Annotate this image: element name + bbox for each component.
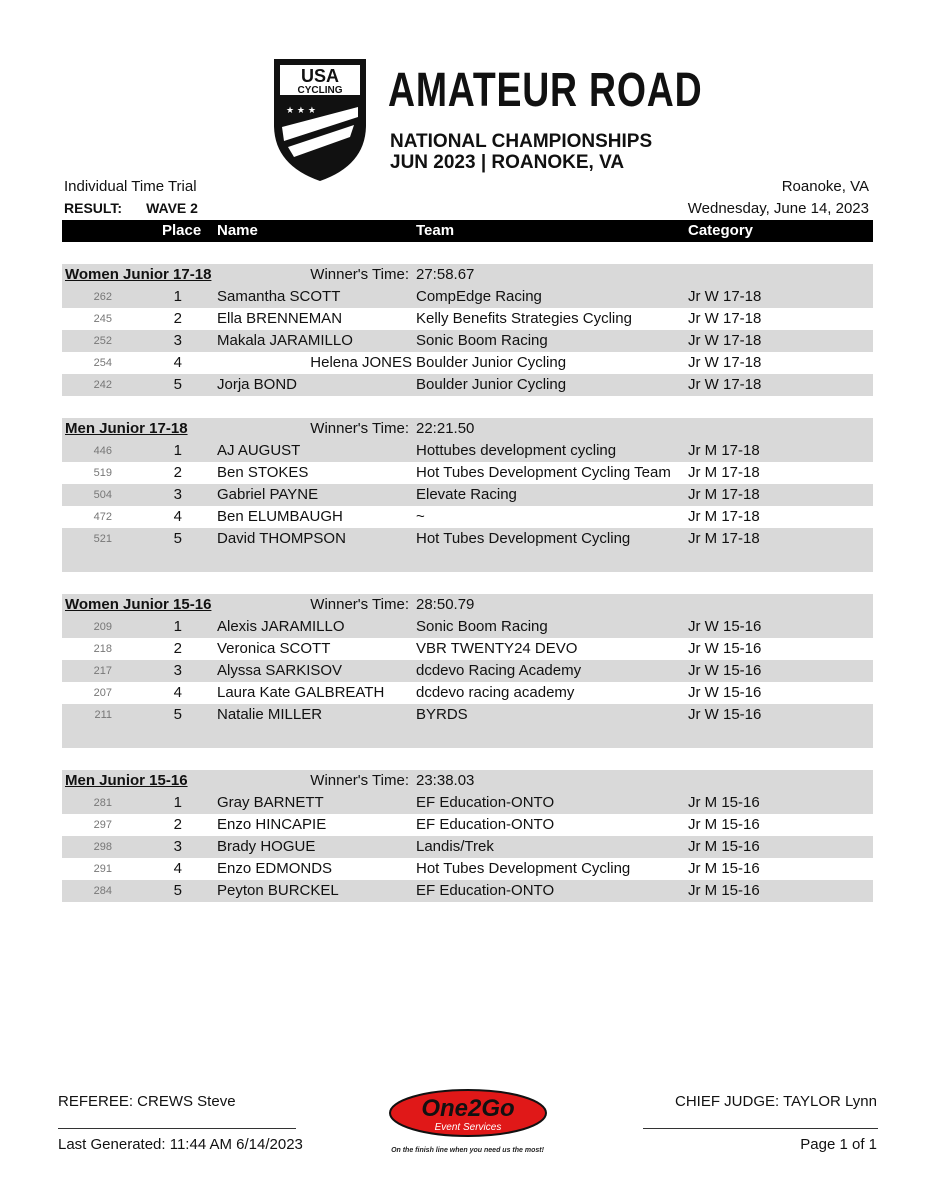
place: 4 <box>173 860 182 877</box>
table-row <box>62 638 873 660</box>
bib-number: 245 <box>93 313 112 325</box>
bib-number: 218 <box>93 643 112 655</box>
shield-text-usa: USA <box>300 66 340 86</box>
table-row <box>62 814 873 836</box>
winner-time-label: Winner's Time: <box>310 596 409 613</box>
sponsor-sub: Event Services <box>434 1122 502 1133</box>
place: 4 <box>173 684 182 701</box>
col-team-header: Team <box>416 222 455 239</box>
table-body <box>62 264 873 902</box>
spacer-row <box>62 242 873 264</box>
place: 4 <box>173 354 182 371</box>
col-category-header: Category <box>688 222 754 239</box>
bib-number: 446 <box>93 445 112 457</box>
bib-number: 291 <box>93 863 112 875</box>
place: 4 <box>173 508 182 525</box>
result-label: RESULT: <box>64 200 123 216</box>
bib-number: 298 <box>93 841 112 853</box>
rider-name: Enzo EDMONDS <box>217 860 333 877</box>
winner-time: 23:38.03 <box>416 772 475 789</box>
sponsor-name: One2Go <box>421 1095 515 1122</box>
team-name: Landis/Trek <box>416 838 494 855</box>
event-subtitle: NATIONAL CHAMPIONSHIPS <box>390 131 653 152</box>
place: 5 <box>173 882 182 899</box>
team-name: CompEdge Racing <box>416 288 542 305</box>
place: 3 <box>173 838 182 855</box>
place: 1 <box>173 288 182 305</box>
winner-time-label: Winner's Time: <box>310 772 409 789</box>
page-number: Page 1 of 1 <box>800 1136 877 1153</box>
category: Jr M 17-18 <box>688 508 760 525</box>
table-row <box>62 352 873 374</box>
usa-cycling-shield-icon <box>270 55 370 183</box>
team-name: dcdevo Racing Academy <box>416 662 582 679</box>
section-title: Women Junior 15-16 <box>65 596 212 613</box>
table-row <box>62 286 873 308</box>
category: Jr W 17-18 <box>688 288 762 305</box>
category: Jr M 17-18 <box>688 464 760 481</box>
team-name: Hot Tubes Development Cycling <box>416 860 631 877</box>
rider-name: Enzo HINCAPIE <box>217 816 327 833</box>
team-name: EF Education-ONTO <box>416 816 555 833</box>
result-wave <box>64 200 198 216</box>
place: 2 <box>173 310 182 327</box>
rider-name: Gabriel PAYNE <box>217 486 319 503</box>
bib-number: 521 <box>93 533 112 545</box>
bib-number: 472 <box>93 511 112 523</box>
rider-name: Makala JARAMILLO <box>217 332 353 349</box>
bib-number: 209 <box>93 621 112 633</box>
rider-name: Peyton BURCKEL <box>217 882 339 899</box>
rider-name: Gray BARNETT <box>217 794 324 811</box>
shaded-spacer-row <box>62 550 873 572</box>
team-name: EF Education-ONTO <box>416 882 555 899</box>
winner-time-label: Winner's Time: <box>310 420 409 437</box>
spacer-row <box>62 748 873 770</box>
category: Jr M 15-16 <box>688 838 760 855</box>
category: Jr M 17-18 <box>688 486 760 503</box>
table-row <box>62 616 873 638</box>
place: 2 <box>173 640 182 657</box>
section-title: Men Junior 15-16 <box>65 772 188 789</box>
bib-number: 211 <box>94 709 112 721</box>
rider-name: Ben ELUMBAUGH <box>217 508 343 525</box>
place: 1 <box>173 442 182 459</box>
section-header-row <box>62 770 873 792</box>
team-name: Hot Tubes Development Cycling Team <box>416 464 671 481</box>
team-name: BYRDS <box>416 706 468 723</box>
category: Jr W 17-18 <box>688 310 762 327</box>
section-header-row <box>62 594 873 616</box>
table-row <box>62 506 873 528</box>
place: 5 <box>173 530 182 547</box>
category: Jr W 17-18 <box>688 332 762 349</box>
rider-name: Alyssa SARKISOV <box>217 662 343 679</box>
category: Jr W 15-16 <box>688 684 762 701</box>
section-header-row <box>62 418 873 440</box>
place: 1 <box>173 794 182 811</box>
shaded-spacer-row <box>62 726 873 748</box>
team-name: Sonic Boom Racing <box>416 618 548 635</box>
rider-name: David THOMPSON <box>217 530 346 547</box>
chief-judge: CHIEF JUDGE: TAYLOR Lynn <box>675 1093 877 1110</box>
bib-number: 254 <box>93 357 112 369</box>
winner-time-label: Winner's Time: <box>310 266 409 283</box>
category: Jr W 15-16 <box>688 662 762 679</box>
winner-time: 27:58.67 <box>416 266 475 283</box>
table-row <box>62 374 873 396</box>
table-row <box>62 440 873 462</box>
bib-number: 242 <box>93 379 112 391</box>
category: Jr W 17-18 <box>688 354 762 371</box>
table-row <box>62 880 873 902</box>
event-type: Individual Time Trial <box>64 178 197 195</box>
category: Jr M 15-16 <box>688 882 760 899</box>
table-row <box>62 704 873 726</box>
event-location: Roanoke, VA <box>781 178 869 195</box>
bib-number: 284 <box>93 885 112 897</box>
category: Jr W 15-16 <box>688 706 762 723</box>
bib-number: 207 <box>93 687 112 699</box>
rider-name: Jorja BOND <box>217 376 298 393</box>
bib-number: 252 <box>93 335 112 347</box>
spacer-row <box>62 572 873 594</box>
bib-number: 217 <box>93 665 112 677</box>
team-name: Hottubes development cycling <box>416 442 617 459</box>
bib-number: 297 <box>93 819 112 831</box>
bib-number: 519 <box>93 467 112 479</box>
table-row <box>62 462 873 484</box>
bib-number: 504 <box>93 489 112 501</box>
wave-label: WAVE 2 <box>146 200 198 216</box>
table-row <box>62 308 873 330</box>
team-name: dcdevo racing academy <box>416 684 575 701</box>
category: Jr M 15-16 <box>688 860 760 877</box>
table-row <box>62 792 873 814</box>
place: 3 <box>173 486 182 503</box>
event-logo <box>270 55 703 185</box>
table-row <box>62 484 873 506</box>
team-name: Sonic Boom Racing <box>416 332 548 349</box>
category: Jr M 17-18 <box>688 442 760 459</box>
place: 5 <box>173 706 182 723</box>
rider-name: AJ AUGUST <box>217 442 301 459</box>
rider-name: Laura Kate GALBREATH <box>217 684 385 701</box>
table-row <box>62 836 873 858</box>
team-name: Elevate Racing <box>416 486 517 503</box>
rider-name: Ella BRENNEMAN <box>217 310 343 327</box>
place: 3 <box>173 332 182 349</box>
rider-name: Veronica SCOTT <box>217 640 331 657</box>
table-header <box>62 220 873 242</box>
team-name: Boulder Junior Cycling <box>416 354 567 371</box>
team-name: Hot Tubes Development Cycling <box>416 530 631 547</box>
event-title: AMATEUR ROAD <box>388 64 703 117</box>
one2go-logo <box>388 1088 548 1138</box>
table-row <box>62 330 873 352</box>
place: 1 <box>173 618 182 635</box>
event-date-location: JUN 2023 | ROANOKE, VA <box>390 152 625 173</box>
section-title: Women Junior 17-18 <box>65 266 212 283</box>
team-name: Boulder Junior Cycling <box>416 376 567 393</box>
category: Jr W 17-18 <box>688 376 762 393</box>
winner-time: 22:21.50 <box>416 420 475 437</box>
category: Jr M 15-16 <box>688 816 760 833</box>
section-title: Men Junior 17-18 <box>65 420 188 437</box>
rider-name: Ben STOKES <box>217 464 309 481</box>
event-date: Wednesday, June 14, 2023 <box>687 200 869 217</box>
section-header-row <box>62 264 873 286</box>
bib-number: 262 <box>93 291 112 303</box>
team-name: VBR TWENTY24 DEVO <box>416 640 578 657</box>
team-name: Kelly Benefits Strategies Cycling <box>416 310 632 327</box>
category: Jr M 17-18 <box>688 530 760 547</box>
winner-time: 28:50.79 <box>416 596 475 613</box>
rider-name: Helena JONES <box>310 354 412 371</box>
team-name: ~ <box>416 508 425 525</box>
rider-name: Samantha SCOTT <box>217 288 341 305</box>
place: 2 <box>173 816 182 833</box>
results-table <box>62 220 873 902</box>
rider-name: Brady HOGUE <box>217 838 316 855</box>
team-name: EF Education-ONTO <box>416 794 555 811</box>
rider-name: Natalie MILLER <box>217 706 323 723</box>
signature-line-judge <box>643 1128 878 1129</box>
place: 2 <box>173 464 182 481</box>
shield-text-cycling: CYCLING <box>297 85 343 96</box>
spacer-row <box>62 396 873 418</box>
table-row <box>62 528 873 550</box>
table-row <box>62 858 873 880</box>
rider-name: Alexis JARAMILLO <box>217 618 345 635</box>
place: 5 <box>173 376 182 393</box>
category: Jr M 15-16 <box>688 794 760 811</box>
col-place-header: Place <box>162 222 202 239</box>
table-row <box>62 660 873 682</box>
svg-text:★ ★ ★: ★ ★ ★ <box>286 106 316 116</box>
sponsor-tagline: On the finish line when you need us the most! <box>391 1147 544 1154</box>
category: Jr W 15-16 <box>688 640 762 657</box>
referee: REFEREE: CREWS Steve <box>58 1093 236 1110</box>
signature-line-referee <box>58 1128 296 1129</box>
table-row <box>62 682 873 704</box>
bib-number: 281 <box>93 797 112 809</box>
col-name-header: Name <box>217 222 258 239</box>
category: Jr W 15-16 <box>688 618 762 635</box>
last-generated: Last Generated: 11:44 AM 6/14/2023 <box>58 1136 303 1153</box>
place: 3 <box>173 662 182 679</box>
